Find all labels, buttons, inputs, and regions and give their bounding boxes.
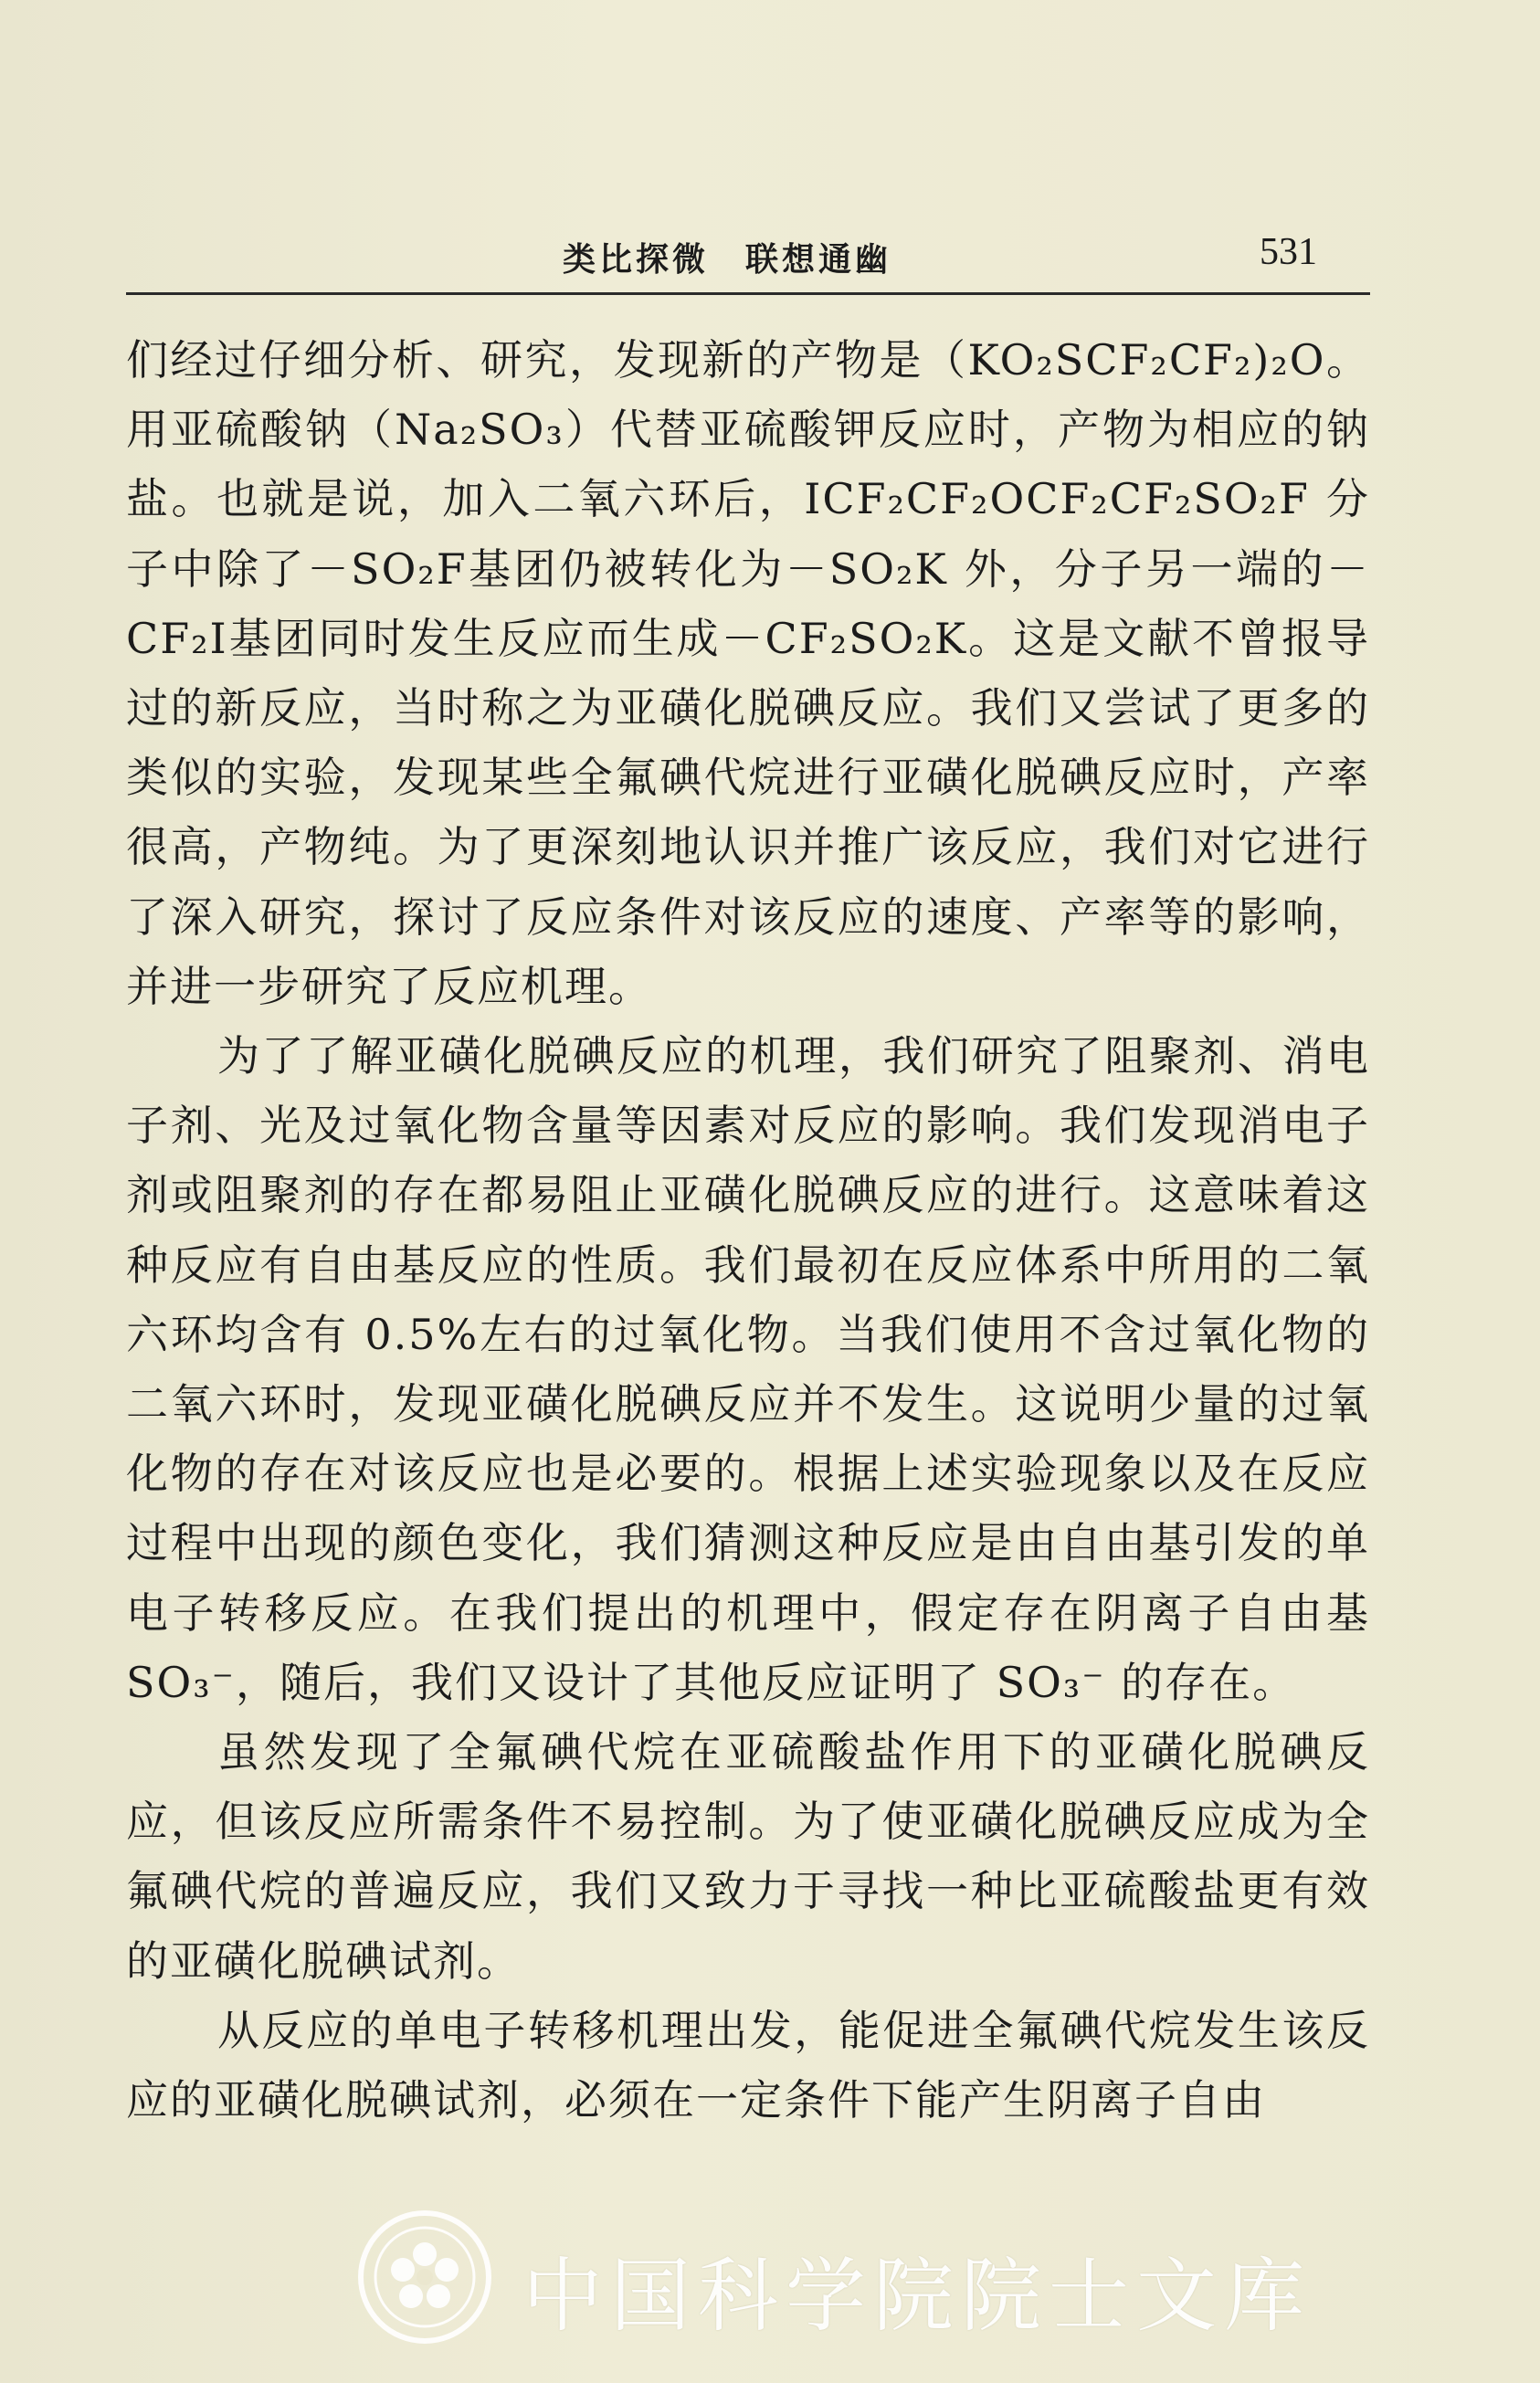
header-title: 类比探微 联想通幽 — [563, 241, 892, 279]
body-text — [126, 325, 1370, 2135]
paragraph-4: 从反应的单电子转移机理出发，能促进全氟碘代烷发生该反应的亚磺化脱碘试剂，必须在一定条件下能产生阴离子自由 — [126, 2005, 1370, 2125]
academy-seal-logo — [356, 2209, 493, 2346]
footer-watermark — [356, 2209, 1313, 2343]
page-number: 531 — [1260, 231, 1317, 273]
running-header — [126, 217, 1370, 295]
paragraph-3: 虽然发现了全氟碘代烷在亚硫酸盐作用下的亚磺化脱碘反应，但该反应所需条件不易控制。为了使亚磺化脱碘反应成为全氟碘代烷的普遍反应，我们又致力于寻找一种比亚硫酸盐更有效的亚磺化脱碘试剂。 — [126, 1727, 1370, 1986]
paragraph-2: 为了了解亚磺化脱碘反应的机理，我们研究了阻聚剂、消电子剂、光及过氧化物含量等因素对反应的影响。我们发现消电子剂或阻聚剂的存在都易阻止亚磺化脱碘反应的进行。这意味着这种反应有自由基反应的性质。我们最初在反应体系中所用的二氧六环均含有 0.5%左右的过氧化物。当我们使用不含过氧化物的二氧六环时，发现亚磺化脱碘反应并不发生。这说明少量的过氧化物的存在对该反应也是必要的。根据上述实验现象以及在反应过程中出现的颜色变化，我们猜测这种反应是由自由基引发的单电子转移反应。在我们提出的机理中，假定存在阴离子自由基 SO₃⁻，随后，我们又设计了其他反应证明了 SO₃⁻ 的存在。 — [126, 1031, 1370, 1707]
paragraph-1: 们经过仔细分析、研究，发现新的产物是（KO₂SCF₂CF₂)₂O。用亚硫酸钠（Na₂SO₃）代替亚硫酸钾反应时，产物为相应的钠盐。也就是说，加入二氧六环后，ICF₂CF₂OCF₂CF₂SO₂F 分子中除了－SO₂F基团仍被转化为－SO₂K 外，分子另一端的－CF₂I基团同时发生反应而生成－CF₂SO₂K。这是文献不曾报导过的新反应，当时称之为亚磺化脱碘反应。我们又尝试了更多的类似的实验，发现某些全氟碘代烷进行亚磺化脱碘反应时，产率很高，产物纯。为了更深刻地认识并推广该反应，我们对它进行了深入研究，探讨了反应条件对该反应的速度、产率等的影响，并进一步研究了反应机理。 — [126, 335, 1370, 1011]
footer-watermark-text: 中国科学院院士文库 — [522, 2249, 1313, 2343]
